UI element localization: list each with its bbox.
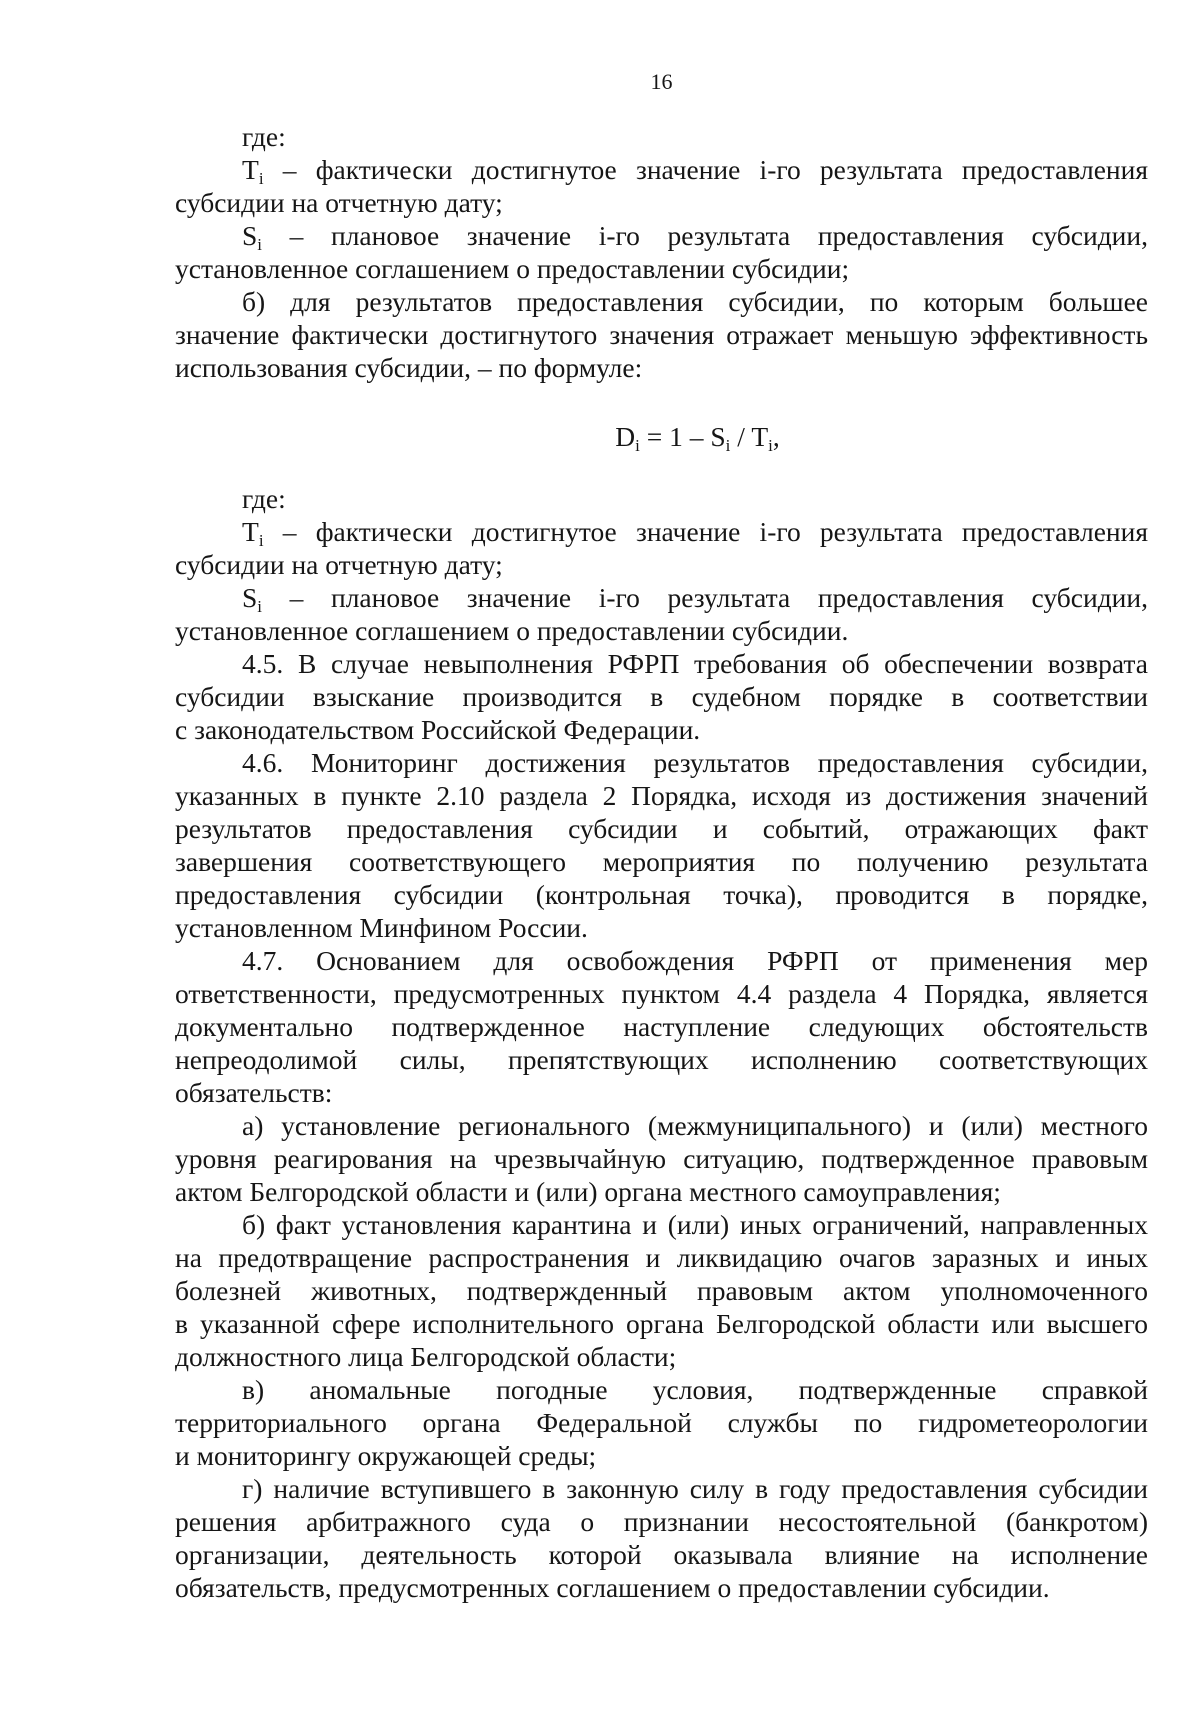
subscript: i (258, 530, 264, 550)
definition-line (175, 153, 1148, 186)
paragraph-line: обязательств: (175, 1077, 333, 1108)
paragraph-line: б) факт установления карантина и (или) иных ограничений, направленных (242, 1209, 1148, 1240)
paragraph-line: субсидии на отчетную дату; (175, 187, 503, 218)
paragraph-line: субсидии взыскание производится в судебном порядке в соответствии (175, 681, 1148, 712)
definition-text: – плановое значение i-го результата предоставления субсидии, (262, 582, 1148, 613)
paragraph-line: субсидии на отчетную дату; (175, 549, 503, 580)
definition-line (175, 219, 1148, 252)
paragraph-line: непреодолимой силы, препятствующих исполнению соответствующих (175, 1044, 1148, 1075)
paragraph-line: установленное соглашением о предоставлении субсидии. (175, 615, 849, 646)
paragraph-line: завершения соответствующего мероприятия по получению результата (175, 846, 1148, 877)
definition-line (175, 581, 1148, 614)
formula-text: = 1 – (639, 421, 711, 452)
paragraph-line: уровня реагирования на чрезвычайную ситуацию, подтвержденное правовым (175, 1143, 1148, 1174)
paragraph-line: на предотвращение распространения и ликвидацию очагов заразных и иных (175, 1242, 1148, 1273)
subscript: i (635, 435, 640, 455)
paragraph-line: 4.6. Мониторинг достижения результатов предоставления субсидии, (242, 747, 1148, 778)
text-block (175, 120, 1148, 384)
subscript: i (257, 596, 263, 616)
definition-text: – фактически достигнутое значение i-го результата предоставления (263, 516, 1148, 547)
subscript: i (257, 234, 263, 254)
paragraph-line: результатов предоставления субсидии и событий, отражающих факт (175, 813, 1148, 844)
symbol: S (242, 220, 258, 251)
formula-symbol: S (710, 421, 726, 452)
formula (175, 420, 1148, 453)
paragraph-line: а) установление регионального (межмуниципального) и (или) местного (242, 1110, 1148, 1141)
paragraph-line: использования субсидии, – по формуле: (175, 352, 643, 383)
paragraph-line: предоставления субсидии (контрольная точка), проводится в порядке, (175, 879, 1148, 910)
symbol: S (242, 582, 258, 613)
paragraph-line: должностного лица Белгородской области; (175, 1341, 677, 1372)
paragraph-line: 4.7. Основанием для освобождения РФРП от применения мер (242, 945, 1148, 976)
paragraph-line: б) для результатов предоставления субсидии, по которым большее (242, 286, 1148, 317)
subscript: i (258, 168, 264, 188)
formula-text: , (772, 421, 780, 452)
definition-text: – плановое значение i-го результата предоставления субсидии, (262, 220, 1148, 251)
paragraph-line: в) аномальные погодные условия, подтвержденные справкой (242, 1374, 1148, 1405)
paragraph-line: с законодательством Российской Федерации. (175, 714, 701, 745)
paragraph-line: актом Белгородской области и (или) органа местного самоуправления; (175, 1176, 1001, 1207)
formula-symbol: D (615, 421, 636, 452)
paragraph-line: где: (242, 121, 286, 152)
paragraph-line: установленном Минфином России. (175, 912, 588, 943)
paragraph-line: установленное соглашением о предоставлении субсидии; (175, 253, 850, 284)
text-block (175, 482, 1148, 1604)
paragraph-line: организации, деятельность которой оказывала влияние на исполнение (175, 1539, 1148, 1570)
symbol: T (242, 516, 259, 547)
paragraph-line: обязательств, предусмотренных соглашением о предоставлении субсидии. (175, 1572, 1050, 1603)
formula-text: / (730, 421, 752, 452)
paragraph-line: указанных в пункте 2.10 раздела 2 Порядка, исходя из достижения значений (175, 780, 1148, 811)
subscript: i (725, 435, 731, 455)
page-number: 16 (650, 69, 673, 94)
paragraph-line: болезней животных, подтвержденный правовым актом уполномоченного (175, 1275, 1148, 1306)
paragraph-line: значение фактически достигнутого значения отражает меньшую эффективность (175, 319, 1148, 350)
symbol: T (242, 154, 259, 185)
paragraph-line: ответственности, предусмотренных пунктом 4.4 раздела 4 Порядка, является (175, 978, 1148, 1009)
paragraph-line: документально подтвержденное наступление следующих обстоятельств (175, 1011, 1148, 1042)
paragraph-line: территориального органа Федеральной службы по гидрометеорологии (175, 1407, 1148, 1438)
paragraph-line: решения арбитражного суда о признании несостоятельной (банкротом) (175, 1506, 1148, 1537)
subscript: i (768, 435, 773, 455)
paragraph-line: где: (242, 483, 286, 514)
paragraph-line: и мониторингу окружающей среды; (175, 1440, 597, 1471)
definition-line (175, 515, 1148, 548)
definition-text: – фактически достигнутое значение i-го результата предоставления (263, 154, 1148, 185)
formula-symbol: T (751, 421, 769, 452)
paragraph-line: г) наличие вступившего в законную силу в году предоставления субсидии (242, 1473, 1148, 1504)
paragraph-line: в указанной сфере исполнительного органа Белгородской области или высшего (175, 1308, 1148, 1339)
paragraph-line: 4.5. В случае невыполнения РФРП требования об обеспечении возврата (242, 648, 1148, 679)
